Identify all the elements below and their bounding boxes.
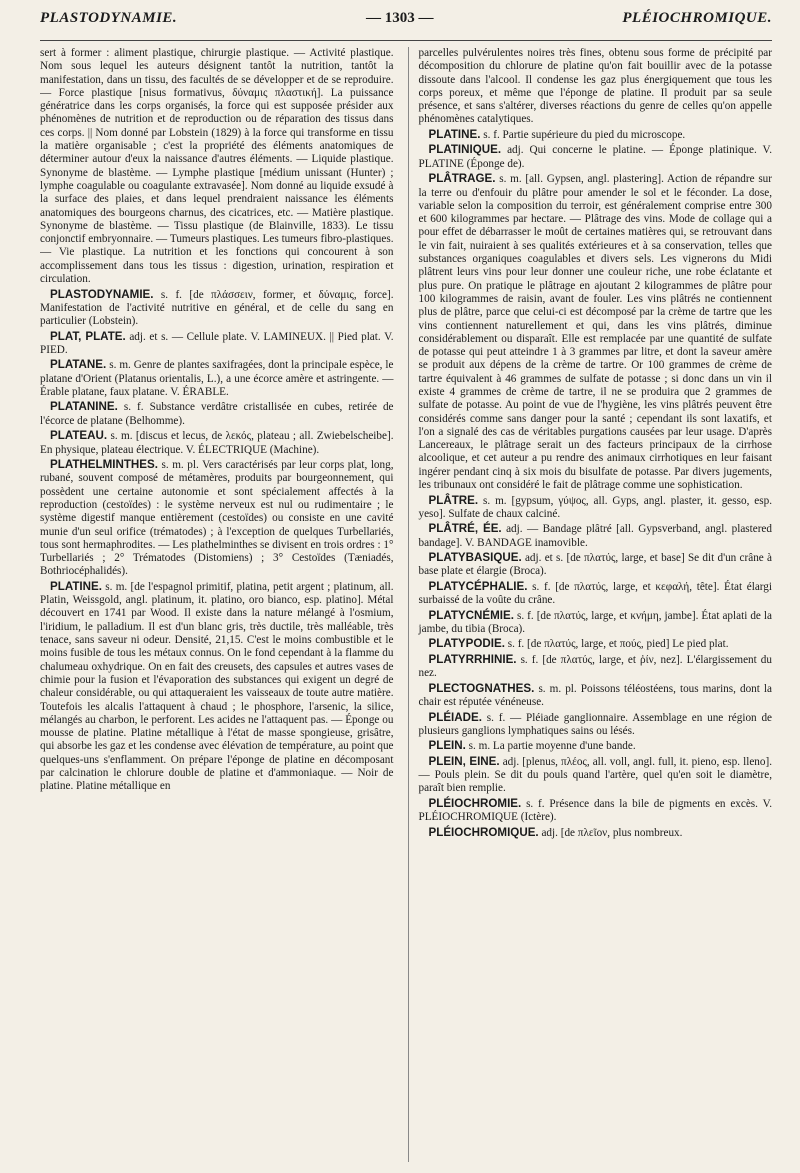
entry-definition: s. f. [de πλάσσειν, former, et δύναμις, force]. Manifestation de l'activité nutritive en général, et de celle du sang en particulier (Lobstein). xyxy=(40,288,394,328)
entry-definition: adj. Qui concerne le platine. — Éponge platinique. V. PLATINE (Éponge de). xyxy=(418,144,772,170)
entry-definition: adj. [plenus, πλέος, all. voll, angl. full, it. pieno, esp. lleno]. — Pouls plein. Se dit du pouls quand l'artère, quel qu'en soit le diamètre, paraît bien remplie. xyxy=(418,755,772,795)
entry-headword: PLATANE. xyxy=(50,358,107,372)
dictionary-entry xyxy=(419,797,773,825)
entry-headword: PLÉIOCHROMIQUE. xyxy=(428,825,539,839)
entry-definition: s. f. [de πλατύς, large, et κνήμη, jambe]. État aplati de la jambe, du tibia (Broca). xyxy=(418,609,772,635)
entry-definition: adj. et s. — Cellule plate. V. LAMINEUX. || Pied plat. V. PIED. xyxy=(40,330,394,356)
entry-definition: s. f. Présence dans la bile de pigments en excès. V. PLÉIOCHROMIQUE (Ictère). xyxy=(418,797,772,824)
entry-headword: PLÂTRAGE. xyxy=(428,172,496,186)
dictionary-entry xyxy=(419,551,773,579)
entry-headword: PLÂTRÉ, ÉE. xyxy=(428,522,502,536)
dictionary-entry xyxy=(40,330,394,358)
entry-definition: s. f. — Pléiade ganglionnaire. Assemblage en une région de plusieurs ganglions lymphatiques sains ou lésés. xyxy=(418,711,772,737)
entry-headword: PLATANINE. xyxy=(50,400,118,414)
entry-definition: s. m. [de l'espagnol primitif, platina, petit argent ; platinum, all. Platin, Weissgold, angl. platinum, it. platino, oro bianco, esp. platino]. Métal découvert en 1741 par Wood. Il existe dans la nature mélangé à l'osmium, l'iridium, le palladium. Il est d'un blanc gris, très ductile, très malléable, très tenace, sans saveur ni odeur. Densité, 21,15. C'est le moins combustible et le moins fusible de tous les métaux connus. On le fond cependant à la flamme du chalumeau oxhydrique. On en fait des creusets, des capsules et autres vases de chimie pour la fusion et l'évaporation des substances qui exigent un degré de chaleur considérable, ou qui attaqueraient les vaisseaux de toute autre matière. Toutefois les alcalis l'attaquent à chaud ; le phosphore, l'arsenic, la silice, mélangés au charbon, le perforent. Les acides ne l'attaquent pas. — Éponge ou mousse de platine. Platine métallique à l'état de masse spongieuse, grisâtre, qui absorbe les gaz et les condense avec élévation de température, au point que quelques-uns s'enflamment. On prépare l'éponge de platine en décomposant par calcination le chlorure double de platine et d'ammoniaque. — Noir de platine. Platine métallique en xyxy=(40,580,394,793)
entry-headword: PLEIN. xyxy=(428,739,466,753)
entry-headword: PLATYBASIQUE. xyxy=(428,551,522,565)
dictionary-entry xyxy=(419,711,773,739)
entry-headword: PLATYCNÉMIE. xyxy=(428,608,514,622)
entry-headword: PLASTODYNAMIE. xyxy=(50,287,154,301)
entry-definition: adj. [de πλεῖον, plus nombreux. xyxy=(541,826,683,839)
dictionary-entry xyxy=(419,128,773,142)
entry-headword: PLATINE. xyxy=(428,127,481,141)
left-column xyxy=(40,47,394,1162)
entry-definition: s. m. [discus et lecus, de λεκός, plateau ; all. Zwiebelscheibe]. En physique, plateau électrique. V. ÉLECTRIQUE (Machine). xyxy=(40,430,394,456)
entry-headword: PLEIN, EINE. xyxy=(428,754,500,768)
dictionary-entry xyxy=(419,47,773,127)
dictionary-entry xyxy=(419,609,773,637)
entry-definition: parcelles pulvérulentes noires très fines, obtenu sous forme de précipité par décomposition du chlorure de platine qu'on fait bouillir avec de la potasse dissoute dans l'alcool. Il condense les gaz plus énergiquement que tous les corps poreux, et même que l'éponge de platine. Il produit par sa seule présence, et sans s'altérer, diverses réactions du genre de celles qu'on appelle phénomènes catalytiques. xyxy=(418,47,772,126)
entry-headword: PLATINIQUE. xyxy=(428,143,502,157)
entry-headword: PLECTOGNATHES. xyxy=(428,681,535,695)
entry-headword: PLATEAU. xyxy=(50,429,108,443)
dictionary-entry xyxy=(419,494,773,522)
entry-headword: PLATHELMINTHES. xyxy=(50,458,158,472)
dictionary-entry xyxy=(40,458,394,579)
entry-headword: PLATYRRHINIE. xyxy=(428,652,517,666)
entry-definition: sert à former : aliment plastique, chirurgie plastique. — Activité plastique. Nom sous lequel les auteurs désignent tantôt la nutrition, tantôt la manifestation, dans un tissu, des facultés de se développer et de se reproduire. — Force plastique [nisus formativus, δύναμις πλαστική]. La puissance génératrice dans les corps organisés, la force qui est supposée présider aux phénomènes de nutrition et de reproduction ou de réparation des tissus dans ces corps. || Nom donné par Lobstein (1829) à la force qui transforme en tissu la matière organisable ; c'est la propriété des éléments anatomiques de déterminer autour d'eux la naissance d'autres éléments. — Liquide plastique. Synonyme de blastème. — Lymphe plastique [médium unissant (Hunter) ; lymphe coagulable ou coagulante extravasée]. Nom donné au liquide exsudé à la surface des plaies, et dans lequel prendraient naissance les éléments anatomiques des bourgeons charnus, des cicatrices, etc. — Matière plastique. Synonyme de blastème. — Tissu plastique (de Blainville, 1833). Le tissu conjonctif embryonnaire. — Tumeurs plastiques. Les tumeurs fibro-plastiques. — Vie plastique. La nutrition et les fonctions qui concourent à son accomplissement dans tous les tissus : digestion, urination, respiration et circulation. xyxy=(40,47,394,286)
entry-definition: s. m. La partie moyenne d'une bande. xyxy=(468,740,636,753)
entry-headword: PLATINE. xyxy=(50,579,102,593)
dictionary-entry xyxy=(40,400,394,428)
entry-headword: PLAT, PLATE. xyxy=(50,329,126,343)
entry-definition: s. f. [de πλατύς, large, et κεφαλή, tête]. État élargi surbaissé de la voûte du crâne. xyxy=(418,580,772,607)
right-column xyxy=(408,47,773,1162)
entry-headword: PLATYPODIE. xyxy=(428,637,505,651)
page-header xyxy=(40,10,772,41)
text-columns xyxy=(40,47,772,1162)
entry-definition: adj. et s. [de πλατύς, large, et base] Se dit d'un crâne à base plate et élargie (Broca). xyxy=(418,552,772,578)
header-left-word: PLASTODYNAMIE. xyxy=(40,10,178,26)
dictionary-entry xyxy=(419,682,773,710)
entry-headword: PLÉIOCHROMIE. xyxy=(428,796,522,810)
dictionary-entry xyxy=(40,47,394,286)
dictionary-entry xyxy=(419,755,773,796)
entry-definition: s. m. Genre de plantes saxifragées, dont la principale espèce, le platane d'Orient (Platanus orientalis, L.), a une écorce amère et astringente. — Érable platane, faux platane. V. ÉRABLE. xyxy=(40,359,394,398)
dictionary-entry xyxy=(419,172,773,492)
entry-definition: s. m. pl. Vers caractérisés par leur corps plat, long, rubané, souvent composé de métamères, produits par bourgeonnement, qui possèdent une certaine autonomie et sont spécialement affectés à la reproduction (cestoïdes) : le système nerveux est nul ou rudimentaire ; le système digestif manque entièrement (cestoïdes) ou consiste en une cavité munie d'un seul orifice (trématodes) ; à l'exception de quelques Turbellariés, tous sont hermaphrodites. — Les plathelminthes se divisent en trois ordres : 1° Turbellariés ; 2° Trématodes (Distomiens) ; 3° Cestoïdes (Tæniadés, Bothriocéphalidés). xyxy=(40,459,394,578)
header-right-word: PLÉIOCHROMIQUE. xyxy=(622,10,772,26)
entry-definition: s. f. [de πλατύς, large, et πούς, pied] Le pied plat. xyxy=(507,638,729,651)
dictionary-entry xyxy=(419,143,773,171)
entry-definition: adj. — Bandage plâtré [all. Gypsverband, angl. plastered bandage]. V. BANDAGE inamovible. xyxy=(418,523,772,549)
dictionary-entry xyxy=(40,429,394,457)
dictionary-entry xyxy=(419,637,773,651)
dictionary-entry xyxy=(419,580,773,608)
dictionary-entry xyxy=(419,739,773,753)
dictionary-entry xyxy=(40,358,394,399)
entry-definition: s. m. pl. Poissons téléostéens, tous marins, dont la chair est réputée vénéneuse. xyxy=(418,682,772,709)
entry-headword: PLÂTRE. xyxy=(428,493,479,507)
entry-definition: s. f. Substance verdâtre cristallisée en cubes, retirée de l'écorce de platane (Belhomme). xyxy=(40,401,394,427)
dictionary-entry xyxy=(40,580,394,794)
page-number: — 1303 — xyxy=(366,10,434,26)
dictionary-entry xyxy=(419,826,773,840)
entry-definition: s. f. Partie supérieure du pied du microscope. xyxy=(483,128,686,141)
entry-definition: s. m. [gypsum, γύψος, all. Gyps, angl. plaster, it. gesso, esp. yeso]. Sulfate de chaux calciné. xyxy=(418,494,772,520)
dictionary-entry xyxy=(40,288,394,329)
entry-definition: s. f. [de πλατύς, large, et ῥίν, nez]. L'élargissement du nez. xyxy=(418,653,772,680)
dictionary-entry xyxy=(419,653,773,681)
entry-headword: PLATYCÉPHALIE. xyxy=(428,579,528,593)
entry-definition: s. m. [all. Gypsen, angl. plastering]. Action de répandre sur la terre ou d'enfouir du plâtre pour amender le sol et le féconder. La dose, variable selon la composition du terroir, est généralement comprise entre 300 et 600 kilogrammes par hectare. — Plâtrage des vins. Mode de collage qui a pour effet de débarrasser le moût de certaines matières qui, se retrouvant dans le vin fait, nuiraient à ses qualités extérieures et à sa conservation, telles que substances organiques coagulables et divers sels. Les vignerons du Midi plâtrent leurs vins pour leur donner une couleur riche, une robe éclatante et plus pure. On pratique le plâtrage en ajoutant 2 kilogrammes de plâtre pour 100 kilogrammes de raisin, avant de fouler. Les vins plâtrés ne contiennent plus de plâtre, parce que celui-ci est décomposé par la crème de tartre que les vins contiennent naturellement et qui, dans les vins plâtrés, diminue considérablement ou disparaît. Elle est remplacée par une quantité de sulfate de potasse qui peut atteindre 1 à 3 grammes par litre, et dont la saveur amère se produit aux dépens de la crème de tartre. Or 100 grammes de crème de tartre équivalent à 46 grammes de sulfate de potasse ; si donc dans un vin il existe 4 grammes de crème de tartre, il ne se produira que 2 grammes de sulfate de potasse. Au point de vue de l'hygiène, les vins plâtrés peuvent être considérés comme sans danger pour la santé ; cependant ils sont laxatifs, et l'on a signalé des cas de véritables purgations causées par leur usage. D'après Lancereaux, le plâtrage serait un des facteurs principaux de la cirrhose alcoolique, et cet auteur a pu rendre des animaux cirrhotiques en leur faisant ingérer pendant cinq à six mois du bisulfate de potasse. Par divers jugements, les tribunaux ont considéré le fait de plâtrage comme une sophistication. xyxy=(418,173,772,492)
dictionary-entry xyxy=(419,522,773,550)
entry-headword: PLÉIADE. xyxy=(428,710,482,724)
